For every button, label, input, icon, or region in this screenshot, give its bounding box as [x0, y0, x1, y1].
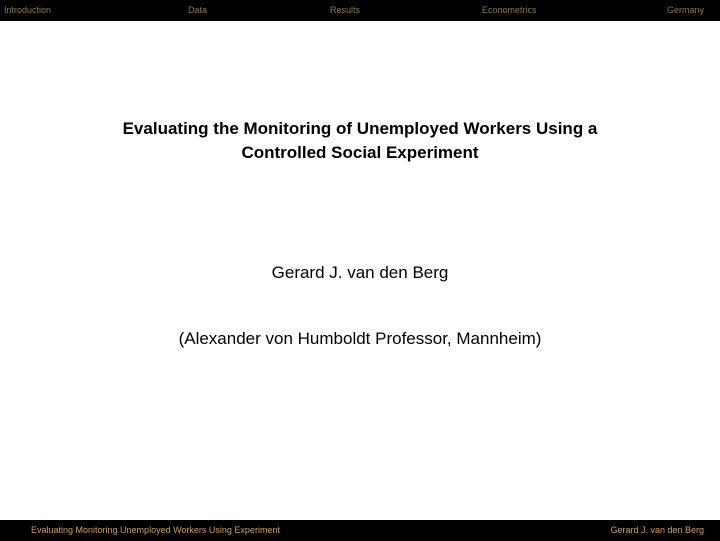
nav-item-germany[interactable]: Germany: [666, 5, 704, 15]
slide-title-line-1: Evaluating the Monitoring of Unemployed Workers Using a: [122, 119, 598, 138]
section-nav-bar: [0, 0, 720, 21]
slide-title: [40, 117, 680, 165]
footer-short-title: Evaluating Monitoring Unemployed Workers Using Experiment: [31, 525, 280, 535]
nav-item-results[interactable]: Results: [330, 5, 361, 15]
nav-item-introduction[interactable]: Introduction: [4, 5, 52, 15]
slide-author: Gerard J. van den Berg: [271, 263, 449, 282]
slide-affiliation: (Alexander von Humboldt Professor, Mannheim): [178, 329, 542, 348]
slide-title-line-2: Controlled Social Experiment: [241, 143, 479, 162]
nav-item-econometrics[interactable]: Econometrics: [482, 5, 537, 15]
footer-bar: [0, 520, 720, 541]
footer-author: Gerard J. van den Berg: [610, 525, 704, 535]
nav-item-data[interactable]: Data: [188, 5, 208, 15]
